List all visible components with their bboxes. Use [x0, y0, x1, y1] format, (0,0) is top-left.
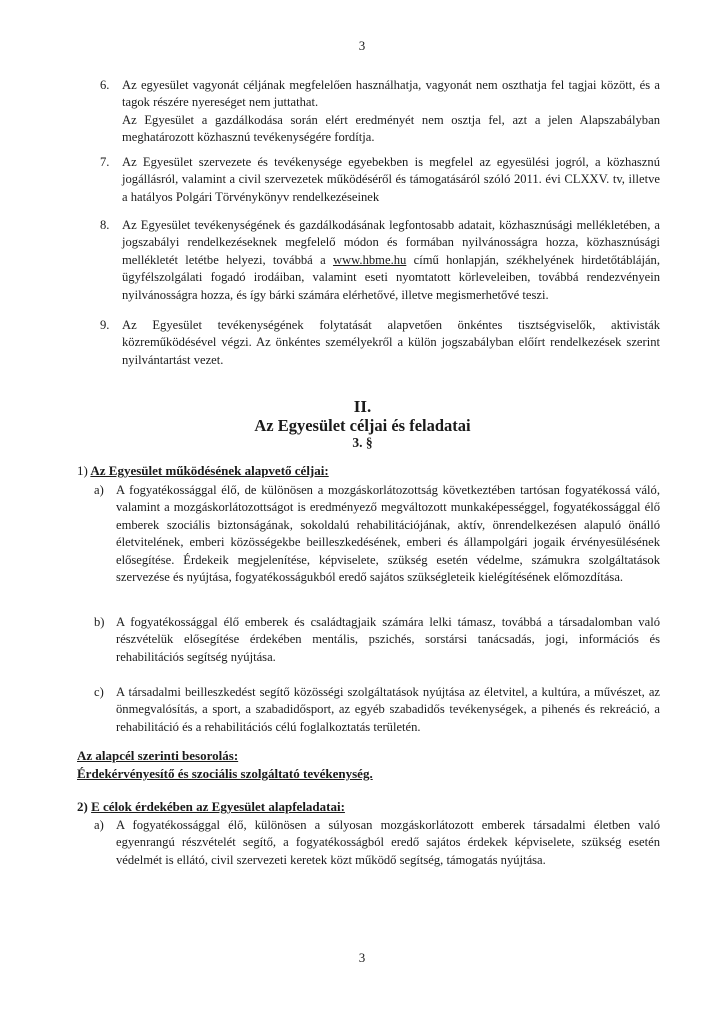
- list-item-9: [100, 317, 660, 369]
- list-item-text: Az Egyesület szervezete és tevékenysége egyebekben is megfelel az egyesülési jogról, a közhasznú jogállásról, valamint a civil szervezetek működéséről és támogatásáról szóló 2011. évi CLXXV. tv, illetve a hatályos Polgári Törvénykönyv rendelkezéseinek: [122, 155, 660, 204]
- item-label: a): [94, 818, 104, 832]
- chapter-number: II.: [353, 397, 372, 416]
- section-2-item-a: [94, 817, 660, 869]
- page-number-bottom: 3: [358, 950, 366, 965]
- list-item-text: Az Egyesület a gazdálkodása során elért eredményét nem osztja fel, azt a jelen Alapszabályban meghatározott közhasznú tevékenységére fordítja.: [122, 112, 660, 145]
- list-item-8: [100, 217, 660, 304]
- list-item-number: 7.: [100, 155, 110, 169]
- classification-label: Az alapcél szerinti besorolás:: [77, 748, 239, 763]
- section-title: E célok érdekében az Egyesület alapfeladatai:: [91, 799, 345, 814]
- list-item-text: Az Egyesület tevékenységének folytatását alapvetően önkéntes tisztségviselők, aktivisták közreműködésével végzi. Az önkéntes személyekről a külön jogszabályban előírt rendelkezések szerint nyilvántartást vezet.: [122, 318, 660, 367]
- section-title: Az Egyesület működésének alapvető céljai:: [90, 463, 329, 478]
- item-text: A fogyatékossággal élő, de különösen a mozgáskorlátozottság következtében tartósan fogyatékossá váló, valamint a mozgáskorlátozottságot is eredményező megváltozott munkaképességgel, fogyatékossággal élő emberek szociális biztonságának, sokoldalú rehabilitációjának, aktív, önrendelkezésen alapuló önálló életvitelének, emberi közösségekbe beilleszkedésének, emberi és állampolgári jogaik érvényesülésének elősegítése. Érdekeik megjelenítése, képviselete, szükség esetén védelme, számukra szolgáltatások szervezése és nyújtása, fogyatékosságukból eredő sajátos szükségleteik kielégítésének előmozdítása.: [116, 483, 660, 585]
- item-label: b): [94, 615, 105, 629]
- section-number: 1): [77, 463, 88, 478]
- classification-value: Érdekérvényesítő és szociális szolgáltató tevékenység.: [77, 766, 373, 781]
- list-item-number: 9.: [100, 318, 110, 332]
- item-label: c): [94, 685, 104, 699]
- section-2-heading: [77, 799, 345, 815]
- item-label: a): [94, 483, 104, 497]
- item-text: A társadalmi beilleszkedést segítő közösségi szolgáltatások nyújtása az életvitel, a kultúra, a művészet, az önmegvalósítás, a sport, a szabadidősport, az egyéb szabadidős tevékenységek, a pihenés és rekreáció, a rehabilitáció és a rehabilitációs célú foglalkoztatás területén.: [116, 685, 660, 734]
- chapter-title: Az Egyesület céljai és feladatai: [254, 416, 471, 435]
- item-text: A fogyatékossággal élő, különösen a súlyosan mozgáskorlátozott emberek társadalmi életben való egyenrangú részvételét segítő, a fogyatékosságból eredő sajátos érdekek képviselete, szükség esetén védelmét is ellátó, civil szervezeti keretek közt működő segítség, támogatás nyújtása.: [116, 818, 660, 867]
- list-item-text-end: című honlapján, székhelyének hirdetőtábláján, ügyfélszolgálati fogadó irodáiban, valamint eseti nyomtatott körleveleiben, továbbá rendezvényein nyilvánosságra hozza, és így bárki számára elérhetővé, illetve megismerhetővé teszi.: [122, 252, 661, 302]
- section-1-item-a: [94, 482, 660, 586]
- website-link[interactable]: www.hbme.hu: [332, 252, 407, 267]
- list-item-6: [100, 77, 660, 147]
- list-item-7: [100, 154, 660, 206]
- list-item-number: 6.: [100, 78, 110, 92]
- page-number-top: 3: [358, 38, 366, 53]
- section-1-item-b: [94, 614, 660, 666]
- section-paragraph-mark: 3. §: [352, 435, 373, 450]
- item-text: A fogyatékossággal élő emberek és családtagjaik számára lelki támasz, továbbá a társadalomban való részvételük elősegítése érdekében mentális, pszichés, sorstársi tanácsadás, jogi, információs és rehabilitációs segítség nyújtása.: [116, 615, 660, 664]
- section-number: 2): [77, 799, 88, 814]
- list-item-text-start: Az Egyesület tevékenységének és gazdálkodásának legfontosabb adatait, közhasznúsági mellékletében, a jogszabályi rendelkezéseknek megfelelő módon és formában nyilvánosságra hozza, közhasznúsági mellékletét letétbe helyezi, továbbá a: [122, 218, 660, 267]
- section-1-heading: [77, 463, 329, 479]
- list-item-text: Az egyesület vagyonát céljának megfelelően használhatja, vagyonát nem oszthatja fel tagjai között, és a tagok részére nyereséget nem juttathat.: [122, 78, 660, 110]
- section-1-item-c: [94, 684, 660, 736]
- list-item-text: [122, 217, 660, 304]
- list-item-number: 8.: [100, 218, 110, 232]
